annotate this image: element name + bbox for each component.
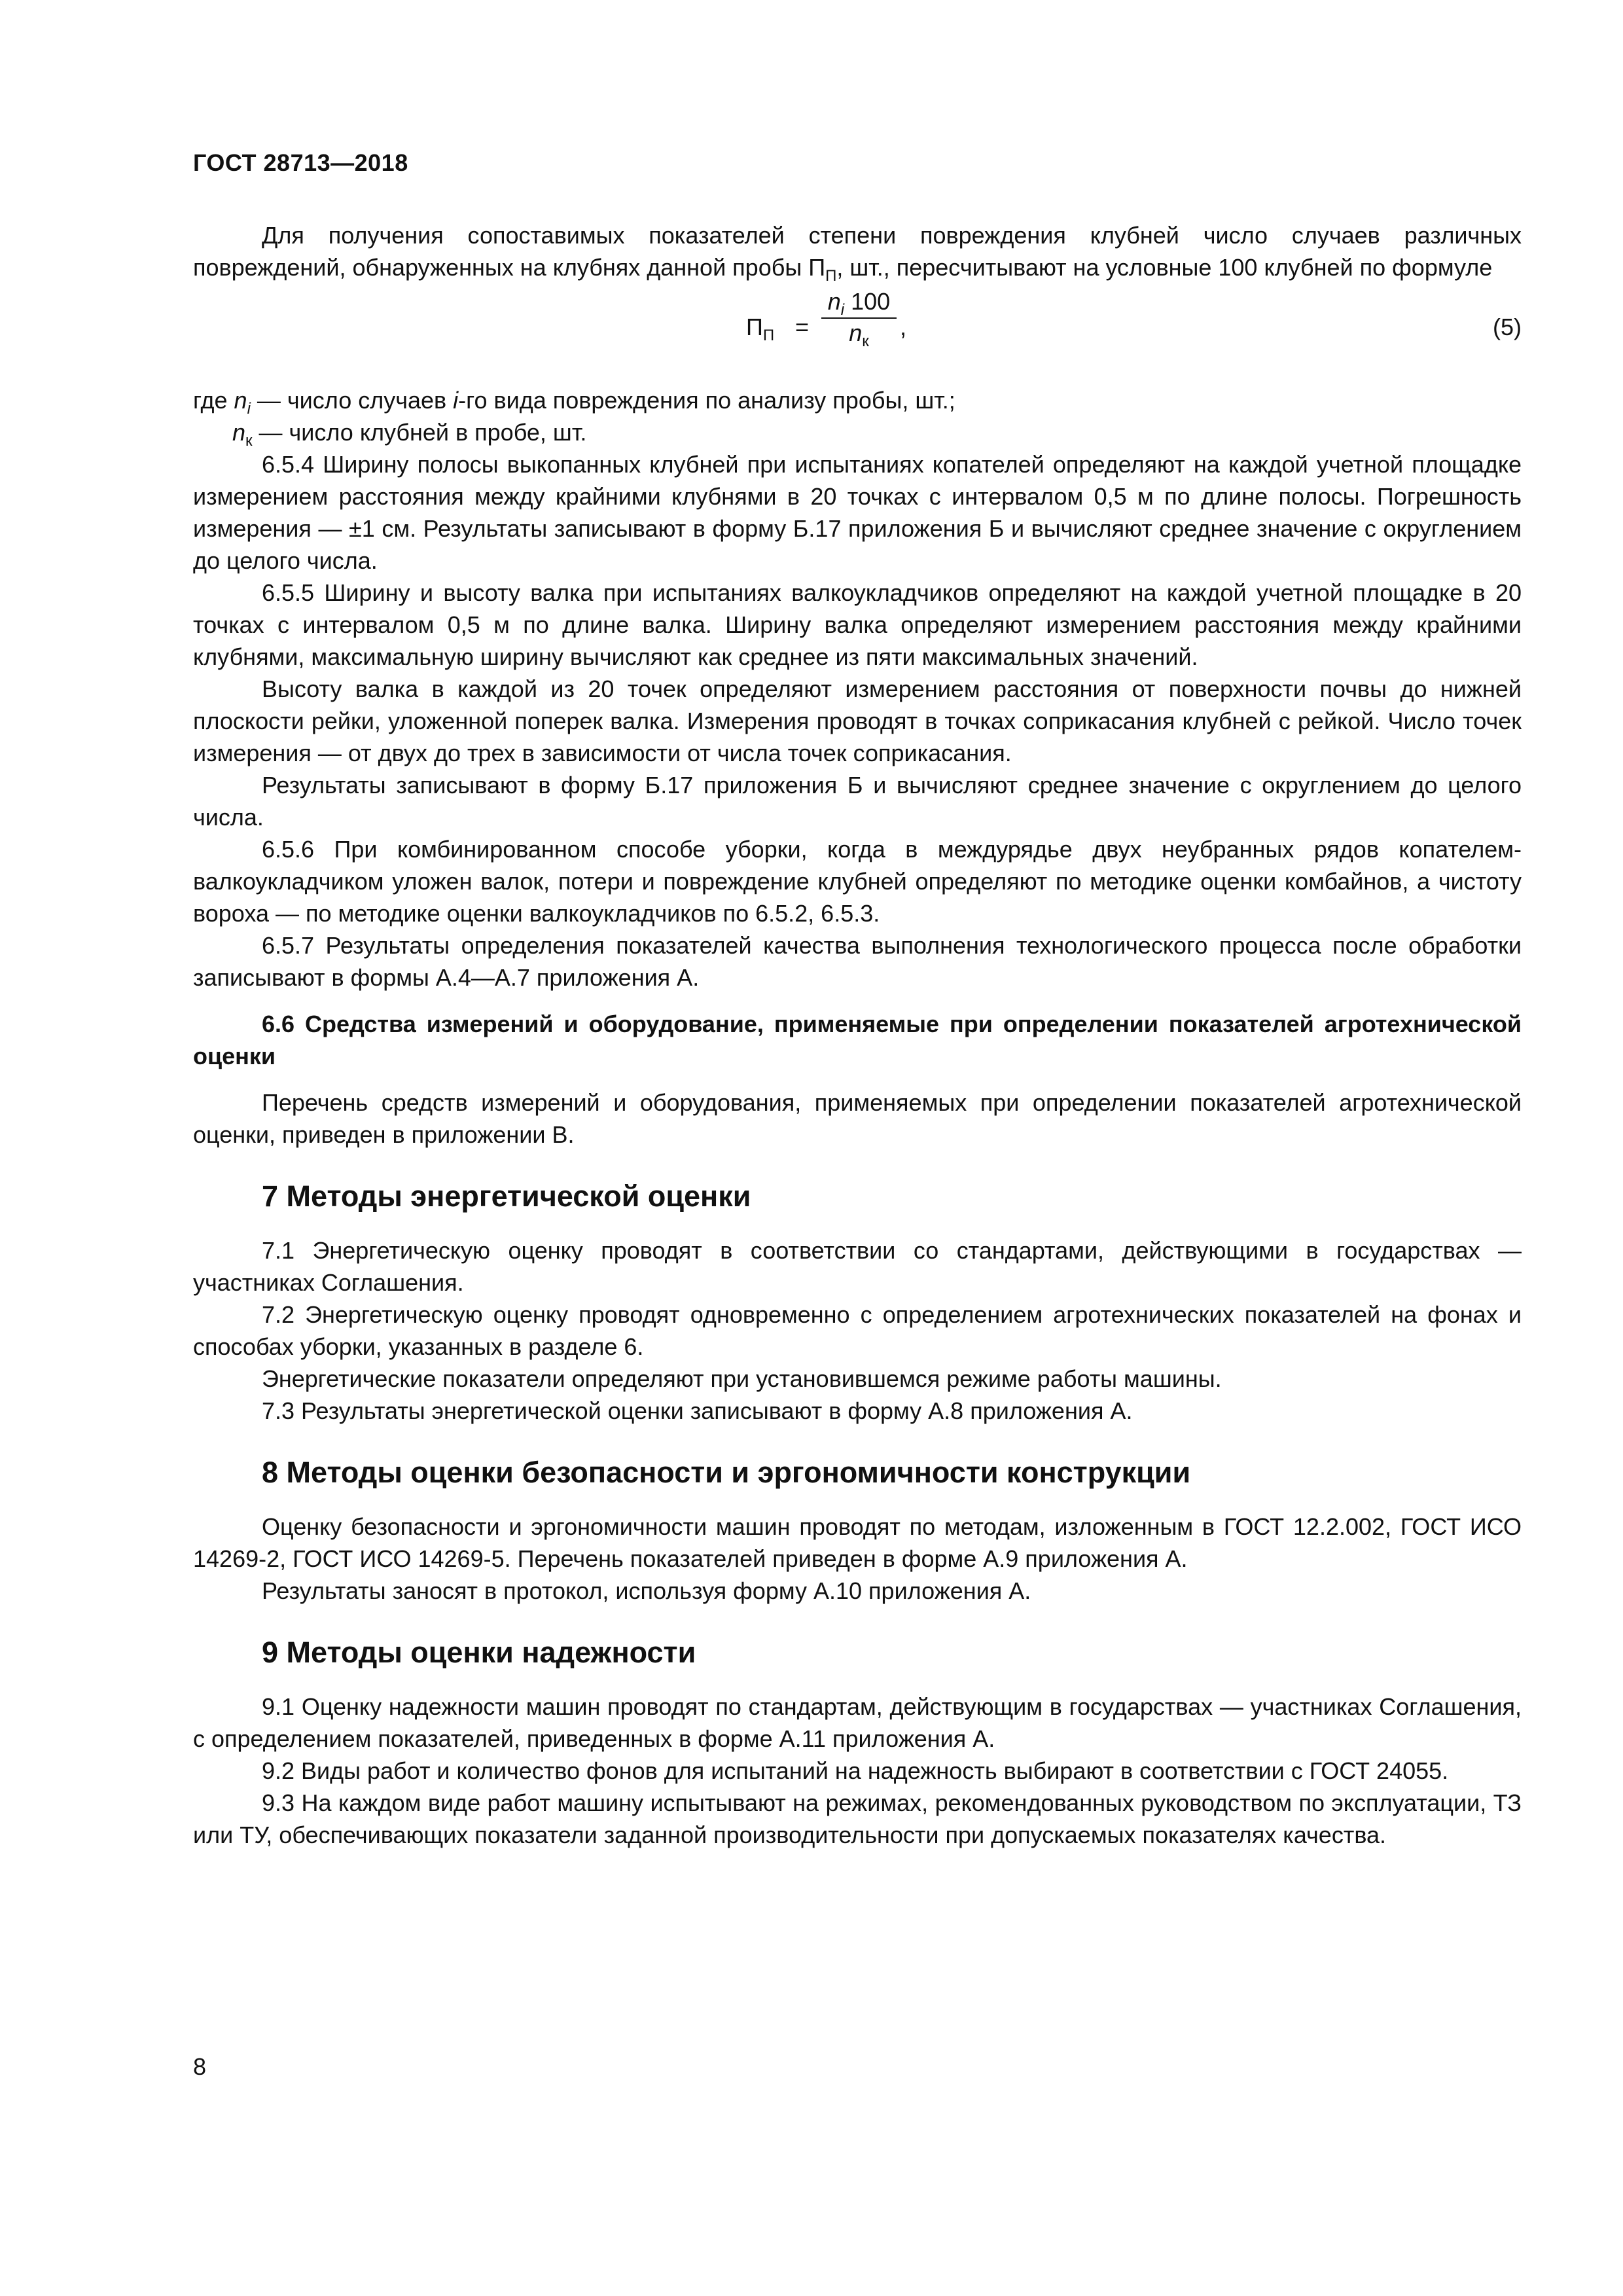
document-header: ГОСТ 28713—2018 <box>193 149 408 176</box>
paragraph-9-3: 9.3 На каждом виде работ машину испытывают на режимах, рекомендованных руководством по эксплуатации, ТЗ или ТУ, обеспечивающих показатели заданной производительности при допускаемых показателях качества. <box>193 1789 1522 1848</box>
formula-denominator: $n_к$ <box>849 319 869 350</box>
section-heading-8: 8 Методы оценки безопасности и эргономичности конструкции <box>262 1456 1191 1489</box>
paragraph-6-5-4: 6.5.4 Ширину полосы выкопанных клубней при испытаниях копателей определяют на каждой учетной площадке измерением расстояния между крайними клубнями в 20 точках с интервалом 0,5 м по длине полосы. Погрешность измерения — ±1 см. Результаты записывают в форму Б.17 приложения Б и вычисляют среднее значение с округлением до целого числа. <box>193 451 1522 574</box>
where-line-2: $n_к$ — число клубней в пробе, шт. <box>232 419 587 450</box>
formula-number: (5) <box>1493 314 1522 340</box>
paragraph-9-1: 9.1 Оценку надежности машин проводят по стандартам, действующим в государствах — участниках Соглашения, с определением показателей, приведенных в форме А.11 приложения А. <box>193 1693 1522 1752</box>
paragraph-9-2: 9.2 Виды работ и количество фонов для испытаний на надежность выбирают в соответствии с ГОСТ 24055. <box>262 1757 1449 1784</box>
document-body <box>193 219 1522 1851</box>
section-heading-9: 9 Методы оценки надежности <box>262 1636 696 1669</box>
paragraph-6-5-5: 6.5.5 Ширину и высоту валка при испытаниях валкоукладчиков определяют на каждой учетной площадке в 20 точках с интервалом 0,5 м по длине валка. Ширину валка определяют измерением расстояния между крайними клубнями, максимальную ширину вычисляют как среднее из пяти максимальных значений. <box>193 579 1522 670</box>
section-heading-7: 7 Методы энергетической оценки <box>262 1179 751 1213</box>
paragraph-7-1: 7.1 Энергетическую оценку проводят в соответствии со стандартами, действующими в государствах — участниках Соглашения. <box>193 1237 1522 1296</box>
paragraph-6-5-5-height: Высоту валка в каждой из 20 точек определяют измерением расстояния от поверхности почвы до нижней плоскости рейки, уложенной поперек валка. Измерения проводят в точках соприкасания клубней с рейкой. Число точек измерения — от двух до трех в зависимости от числа точек соприкасания. <box>193 675 1522 766</box>
paragraph-7-2: 7.2 Энергетическую оценку проводят одновременно с определением агротехнических показателей на фонах и способах уборки, указанных в разделе 6. <box>193 1301 1522 1360</box>
where-line-1: где $n_i$ — число случаев i-го вида повреждения по анализу пробы, шт.; <box>193 387 955 418</box>
paragraph-7-3: 7.3 Результаты энергетической оценки записывают в форму А.8 приложения А. <box>262 1397 1133 1424</box>
formula-lhs: $П_П$ <box>746 314 775 344</box>
document-page <box>193 0 1522 2296</box>
paragraph-8-b: Результаты заносят в протокол, используя форму А.10 приложения А. <box>262 1577 1031 1604</box>
paragraph-6-5-5-results: Результаты записывают в форму Б.17 приложения Б и вычисляют среднее значение с округлением до целого числа. <box>193 772 1522 831</box>
paragraph-7-2-b: Энергетические показатели определяют при установившемся режиме работы машины. <box>262 1365 1222 1392</box>
paragraph-6-5-6: 6.5.6 При комбинированном способе уборки, когда в междурядье двух неубранных рядов копателем-валкоукладчиком уложен валок, потери и повреждение клубней определяют по методике оценки комбайнов, а чистоту вороха — по методике оценки валкоукладчиков по 6.5.2, 6.5.3. <box>193 836 1522 927</box>
formula-5: $П_П$ = $n_i$ 100 $n_к$ , (5) <box>746 288 1522 350</box>
paragraph-8: Оценку безопасности и эргономичности машин проводят по методам, изложенным в ГОСТ 12.2.002, ГОСТ ИСО 14269-2, ГОСТ ИСО 14269-5. Перечень показателей приведен в форме А.9 приложения А. <box>193 1513 1522 1572</box>
page-number: 8 <box>193 2053 207 2080</box>
formula-equals: = <box>795 314 810 340</box>
paragraph-6-6: Перечень средств измерений и оборудования, применяемых при определении показателей агротехнической оценки, приведен в приложении В. <box>193 1089 1522 1148</box>
formula-numerator: $n_i$ 100 <box>821 287 897 319</box>
subsection-heading-6-6: 6.6 Средства измерений и оборудование, применяемые при определении показателей агротехнической оценки <box>193 1011 1522 1069</box>
formula-fraction <box>821 287 897 348</box>
intro-paragraph: Для получения сопоставимых показателей степени повреждения клубней число случаев различных повреждений, обнаруженных на клубнях данной пробы $П_П$, шт., пересчитывают на условные 100 клубней по формуле <box>193 222 1522 285</box>
paragraph-6-5-7: 6.5.7 Результаты определения показателей качества выполнения технологического процесса после обработки записывают в формы А.4—А.7 приложения А. <box>193 932 1522 991</box>
